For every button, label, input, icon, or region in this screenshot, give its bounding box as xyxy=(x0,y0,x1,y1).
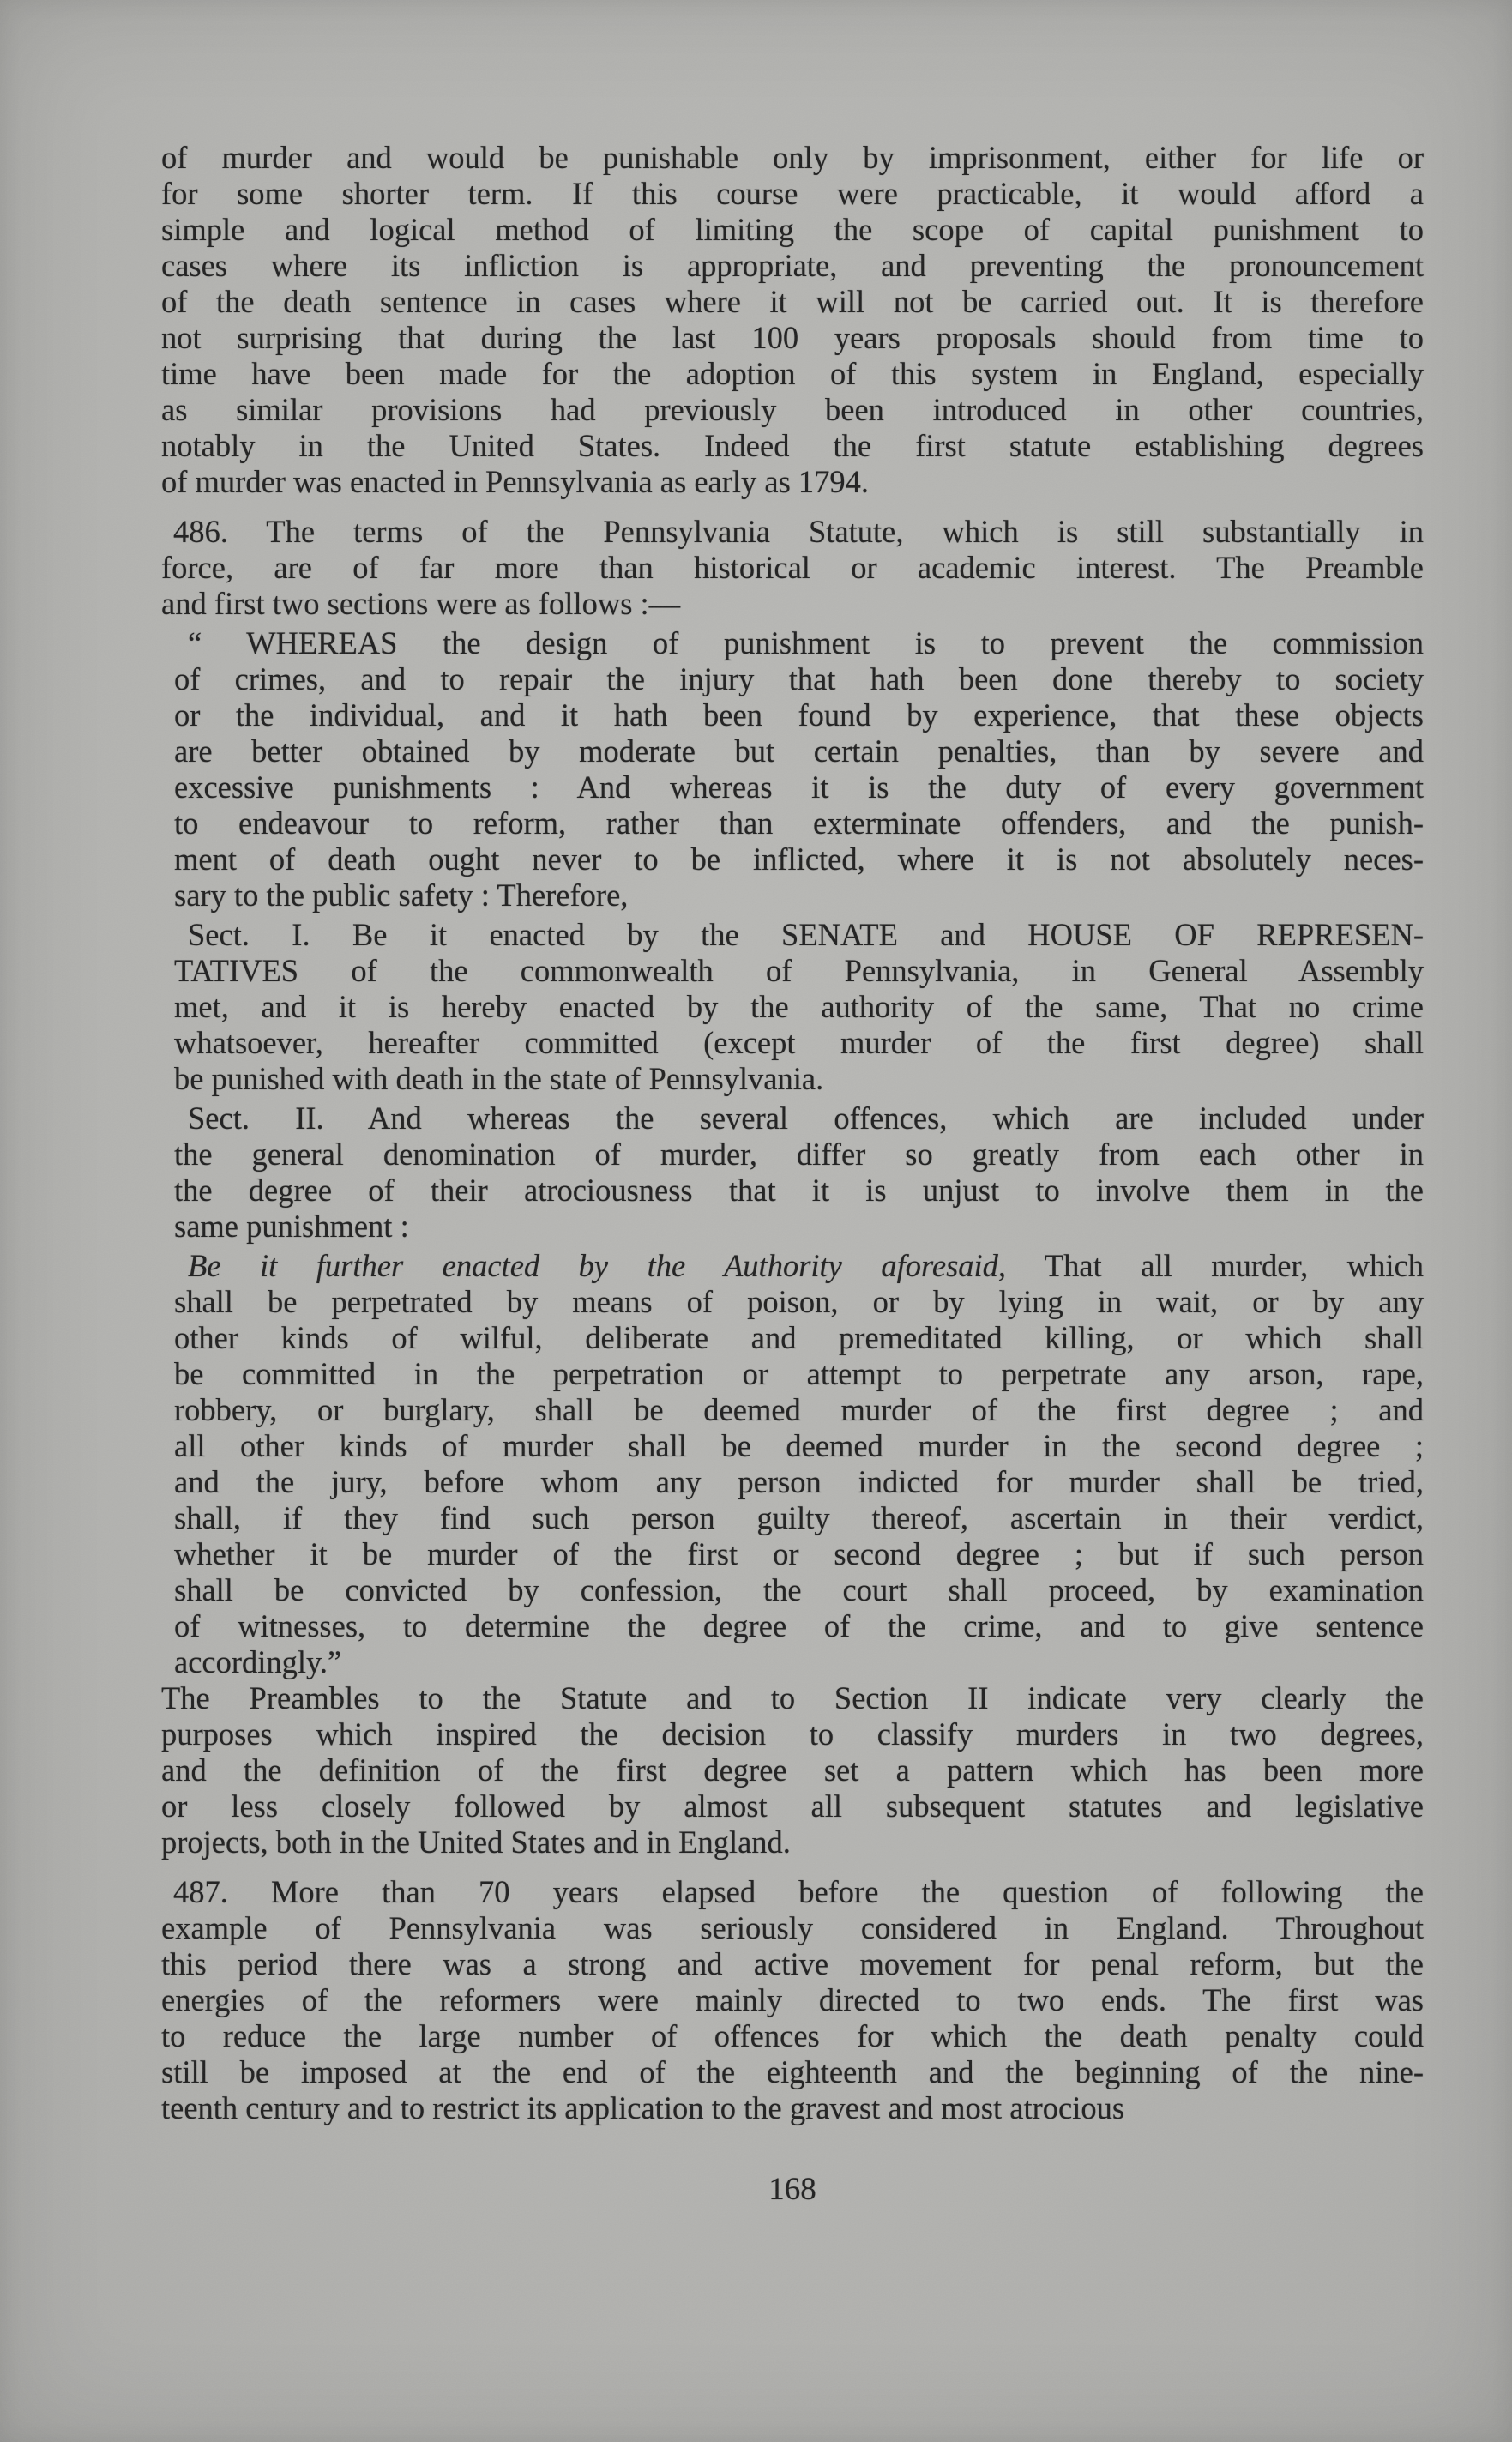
text-line: ment of death ought never to be inflicted, where it is not absolutely neces- xyxy=(174,841,1424,877)
text-line: all other kinds of murder shall be deemed murder in the second degree ; xyxy=(174,1428,1424,1463)
text-line: are better obtained by moderate but certain penalties, than by severe and xyxy=(174,733,1424,769)
body-paragraph xyxy=(161,1680,1424,1860)
text-line: and first two sections were as follows :— xyxy=(161,586,681,621)
quote-paragraph xyxy=(174,1100,1424,1245)
text-line: of murder and would be punishable only by imprisonment, either for life or xyxy=(161,140,1424,175)
text-line: and the definition of the first degree set a pattern which has been more xyxy=(161,1752,1424,1788)
text-line: whatsoever, hereafter committed (except murder of the first degree) shall xyxy=(174,1025,1424,1060)
text-line: to reduce the large number of offences for which the death penalty could xyxy=(161,2018,1424,2053)
text-line: 486. The terms of the Pennsylvania Statute, which is still substantially in xyxy=(173,514,1424,549)
text-line: cases where its infliction is appropriate, and preventing the pronouncement xyxy=(161,248,1424,283)
text-line: Be it further enacted by the Authority aforesaid, That all murder, which xyxy=(188,1248,1424,1283)
text-line: force, are of far more than historical or academic interest. The Preamble xyxy=(161,550,1424,585)
text-line: be punished with death in the state of Pennsylvania. xyxy=(174,1061,824,1096)
text-line: projects, both in the United States and in England. xyxy=(161,1824,791,1860)
quote-paragraph xyxy=(174,917,1424,1097)
body-paragraph xyxy=(161,140,1424,500)
body-paragraph xyxy=(161,1874,1424,2126)
text-line: excessive punishments : And whereas it is the duty of every government xyxy=(174,769,1424,805)
text-line: simple and logical method of limiting the scope of capital punishment to xyxy=(161,212,1424,247)
text-line: 487. More than 70 years elapsed before the question of following the xyxy=(173,1874,1424,1909)
text-line: “ WHEREAS the design of punishment is to prevent the commission xyxy=(188,625,1424,660)
text-line: the general denomination of murder, differ so greatly from each other in xyxy=(174,1137,1424,1172)
text-line: as similar provisions had previously been introduced in other countries, xyxy=(161,392,1424,427)
text-line: robbery, or burglary, shall be deemed murder of the first degree ; and xyxy=(174,1392,1424,1427)
text-line: not surprising that during the last 100 years proposals should from time to xyxy=(161,320,1424,355)
text-line: The Preambles to the Statute and to Section II indicate very clearly the xyxy=(161,1680,1424,1715)
text-line: sary to the public safety : Therefore, xyxy=(174,877,629,913)
text-line: time have been made for the adoption of this system in England, especially xyxy=(161,356,1424,391)
text-line: accordingly.” xyxy=(174,1644,342,1679)
text-line: Sect. I. Be it enacted by the SENATE and HOUSE OF REPRESEN- xyxy=(188,917,1424,952)
text-line: and the jury, before whom any person indicted for murder shall be tried, xyxy=(174,1464,1424,1499)
text-line: be committed in the perpetration or attempt to perpetrate any arson, rape, xyxy=(174,1356,1424,1391)
text-line: Sect. II. And whereas the several offences, which are included under xyxy=(188,1100,1424,1136)
quote-paragraph xyxy=(174,1248,1424,1680)
text-line: of the death sentence in cases where it will not be carried out. It is therefore xyxy=(161,284,1424,319)
text-line: teenth century and to restrict its application to the gravest and most atrocious xyxy=(161,2090,1125,2125)
text-line: the degree of their atrociousness that it is unjust to involve them in the xyxy=(174,1173,1424,1208)
quote-paragraph xyxy=(174,625,1424,913)
text-line: for some shorter term. If this course were practicable, it would afford a xyxy=(161,176,1424,211)
text-block xyxy=(161,140,1424,2208)
body-paragraph xyxy=(161,514,1424,622)
text-line: still be imposed at the end of the eighteenth and the beginning of the nine- xyxy=(161,2054,1424,2089)
text-line: TATIVES of the commonwealth of Pennsylvania, in General Assembly xyxy=(174,953,1424,988)
text-line: same punishment : xyxy=(174,1209,409,1244)
text-line: shall, if they find such person guilty thereof, ascertain in their verdict, xyxy=(174,1500,1424,1535)
text-line: of crimes, and to repair the injury that hath been done thereby to society xyxy=(174,661,1424,696)
text-line: of witnesses, to determine the degree of the crime, and to give sentence xyxy=(174,1608,1424,1643)
text-line: of murder was enacted in Pennsylvania as early as 1794. xyxy=(161,464,870,499)
text-line: to endeavour to reform, rather than exterminate offenders, and the punish- xyxy=(174,805,1424,841)
text-line: or the individual, and it hath been found by experience, that these objects xyxy=(174,697,1424,733)
italic-lead-in: Be it further enacted by the Authority aforesaid, xyxy=(188,1248,1007,1283)
text-line: shall be perpetrated by means of poison, or by lying in wait, or by any xyxy=(174,1284,1424,1319)
text-line: whether it be murder of the first or second degree ; but if such person xyxy=(174,1536,1424,1571)
text-line: purposes which inspired the decision to classify murders in two degrees, xyxy=(161,1716,1424,1752)
text-line: example of Pennsylvania was seriously considered in England. Throughout xyxy=(161,1910,1424,1945)
text-line: met, and it is hereby enacted by the authority of the same, That no crime xyxy=(174,989,1424,1024)
text-line: notably in the United States. Indeed the first statute establishing degrees xyxy=(161,428,1424,463)
text-line: or less closely followed by almost all subsequent statutes and legislative xyxy=(161,1788,1424,1824)
page-number: 168 xyxy=(768,2172,816,2207)
text-line: shall be convicted by confession, the court shall proceed, by examination xyxy=(174,1572,1424,1607)
text-line: this period there was a strong and active movement for penal reform, but the xyxy=(161,1946,1424,1981)
text-line: other kinds of wilful, deliberate and premeditated killing, or which shall xyxy=(174,1320,1424,1355)
text-line: energies of the reformers were mainly directed to two ends. The first was xyxy=(161,1982,1424,2017)
